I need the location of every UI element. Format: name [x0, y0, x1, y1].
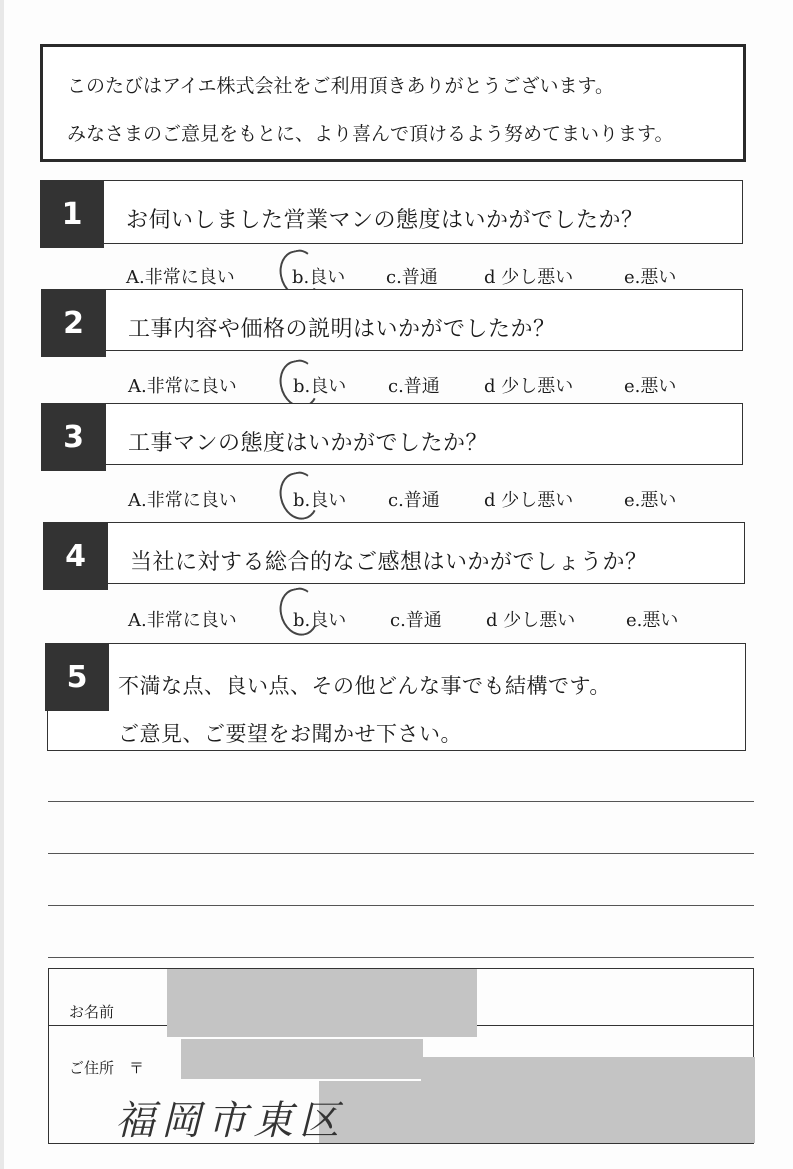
q4-option-b[interactable]: b.良い	[293, 610, 347, 631]
comment-line-1[interactable]	[48, 801, 754, 802]
q3-option-a[interactable]: A.非常に良い	[128, 490, 237, 511]
address-handwriting: 福岡市東区	[115, 1098, 345, 1144]
question-4-text: 当社に対する総合的なご感想はいかがでしょうか？	[130, 550, 648, 575]
question-5-number: 5	[45, 643, 109, 711]
comment-line-4[interactable]	[48, 957, 754, 958]
q1-option-a[interactable]: A.非常に良い	[126, 267, 235, 288]
question-1-text: お伺いしました営業マンの態度はいかがでしたか？	[126, 208, 644, 233]
q1-option-b[interactable]: b.良い	[292, 267, 346, 288]
address-redaction-right	[421, 1057, 755, 1143]
q1-option-d[interactable]: d 少し悪い	[484, 267, 574, 288]
q4-option-d[interactable]: d 少し悪い	[486, 610, 576, 631]
q2-option-b[interactable]: b.良い	[293, 376, 347, 397]
question-5-line-1: 不満な点、良い点、その他どんな事でも結構です。	[118, 674, 611, 698]
q4-option-c[interactable]: c.普通	[390, 610, 442, 631]
q3-option-c[interactable]: c.普通	[388, 490, 440, 511]
q3-option-d[interactable]: d 少し悪い	[484, 490, 574, 511]
q2-option-a[interactable]: A.非常に良い	[128, 376, 237, 397]
q2-option-d[interactable]: d 少し悪い	[484, 376, 574, 397]
question-4-number: 4	[43, 522, 108, 590]
postal-redaction	[181, 1039, 423, 1079]
q3-selection-circle	[275, 469, 322, 524]
question-2-text: 工事内容や価格の説明はいかがでしたか？	[128, 317, 556, 342]
q4-option-e[interactable]: e.悪い	[626, 610, 679, 631]
question-2-number: 2	[41, 289, 106, 357]
question-3-text: 工事マンの態度はいかがでしたか？	[128, 431, 489, 456]
address-label: ご住所 〒	[69, 1059, 145, 1077]
question-3-number: 3	[41, 403, 106, 471]
q3-option-e[interactable]: e.悪い	[624, 490, 677, 511]
q2-option-e[interactable]: e.悪い	[624, 376, 677, 397]
scan-edge	[0, 0, 4, 1169]
question-5-line-2: ご意見、ご要望をお聞かせ下さい。	[118, 722, 462, 746]
intro-line-2: みなさまのご意見をもとに、より喜んで頂けるよう努めてまいります。	[67, 123, 674, 145]
q1-option-c[interactable]: c.普通	[386, 267, 438, 288]
intro-line-1: このたびはアイエ株式会社をご利用頂きありがとうございます。	[67, 75, 615, 97]
intro-box	[40, 44, 746, 162]
q4-option-a[interactable]: A.非常に良い	[128, 610, 237, 631]
contact-info-box	[48, 968, 754, 1144]
q2-option-c[interactable]: c.普通	[388, 376, 440, 397]
comment-line-2[interactable]	[48, 853, 754, 854]
name-label: お名前	[69, 1003, 115, 1021]
q3-option-b[interactable]: b.良い	[293, 490, 347, 511]
comment-line-3[interactable]	[48, 905, 754, 906]
question-1-number: 1	[40, 180, 104, 248]
name-redaction	[167, 969, 477, 1037]
q1-option-e[interactable]: e.悪い	[624, 267, 677, 288]
